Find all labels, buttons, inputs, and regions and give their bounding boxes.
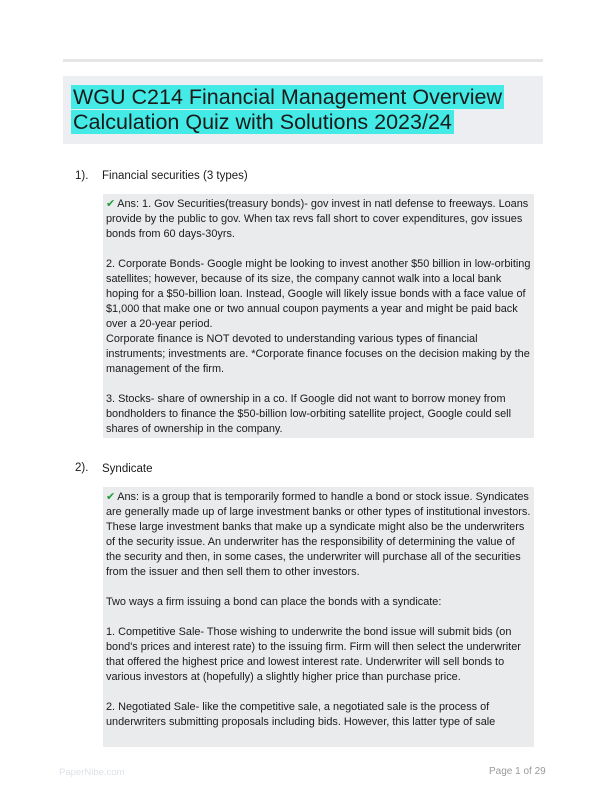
header-rule [63, 59, 543, 62]
answer-box [103, 487, 534, 747]
answer-paragraph [106, 489, 531, 580]
question-prompt: Syndicate [102, 463, 153, 475]
question-number: 2). [75, 462, 89, 474]
answer-paragraph: 3. Stocks- share of ownership in a co. If Google did not want to borrow money from bondholders to finance the $50-billion low-orbiting satellite project, Google could sell shares of ownership in the company. [106, 393, 512, 435]
footer-watermark: PaperNibe.com [59, 767, 125, 778]
answer-text: Ans: is a group that is temporarily formed to handle a bond or stock issue. Syndicates are generally made up of large investment banks or other types of institutional investors. These large investment banks that make up a syndicate might also be the underwriters of the security issue. An underwriter has the responsibility of determining the value of the security and then, in some cases, the underwriter will purchase all of the securities from the issuer and then sell them to other investors. [106, 491, 531, 578]
question-prompt: Financial securities (3 types) [102, 170, 248, 182]
page-number: Page 1 of 29 [489, 766, 546, 777]
checkmark-icon: ✔ [106, 490, 116, 503]
answer-paragraph: 2. Negotiated Sale- like the competitive sale, a negotiated sale is the process of underwriters submitting proposals including bids. However, this latter type of sale [106, 701, 496, 728]
document-title [71, 85, 541, 135]
checkmark-icon: ✔ [106, 197, 116, 210]
answer-paragraph: Corporate finance is NOT devoted to understanding various types of financial instruments; investments are. *Corporate finance focuses on the decision making by the management of the firm. [106, 333, 530, 375]
question-number: 1). [75, 170, 89, 182]
answer-box [103, 194, 534, 438]
answer-paragraph: Two ways a firm issuing a bond can place the bonds with a syndicate: [106, 596, 442, 608]
answer-paragraph: 1. Competitive Sale- Those wishing to underwrite the bond issue will submit bids (on bond's prices and interest rate) to the issuing firm. Firm will then select the underwriter that offered the highest price and lowest interest rate. Underwriter will sell bonds to various investors at (hopefully) a slightly higher price than purchase price. [106, 626, 521, 683]
document-title-text: WGU C214 Financial Management Overview Calculation Quiz with Solutions 2023/24 [73, 85, 502, 134]
answer-paragraph: 2. Corporate Bonds- Google might be looking to invest another $50 billion in low-orbiting satellites; however, because of its size, the company cannot walk into a local bank hoping for a $50-billion loan. Instead, Google will likely issue bonds with a face value of $1,000 that make one or two annual coupon payments a year and might be paid back over a 20-year period. [106, 258, 531, 330]
answer-text: Ans: 1. Gov Securities(treasury bonds)- gov invest in natl defense to freeways. Loans provide by the public to gov. When tax revs fall short to cover expenditures, gov issues bonds from 60 days-30yrs. [106, 198, 529, 240]
answer-paragraph [106, 196, 531, 242]
